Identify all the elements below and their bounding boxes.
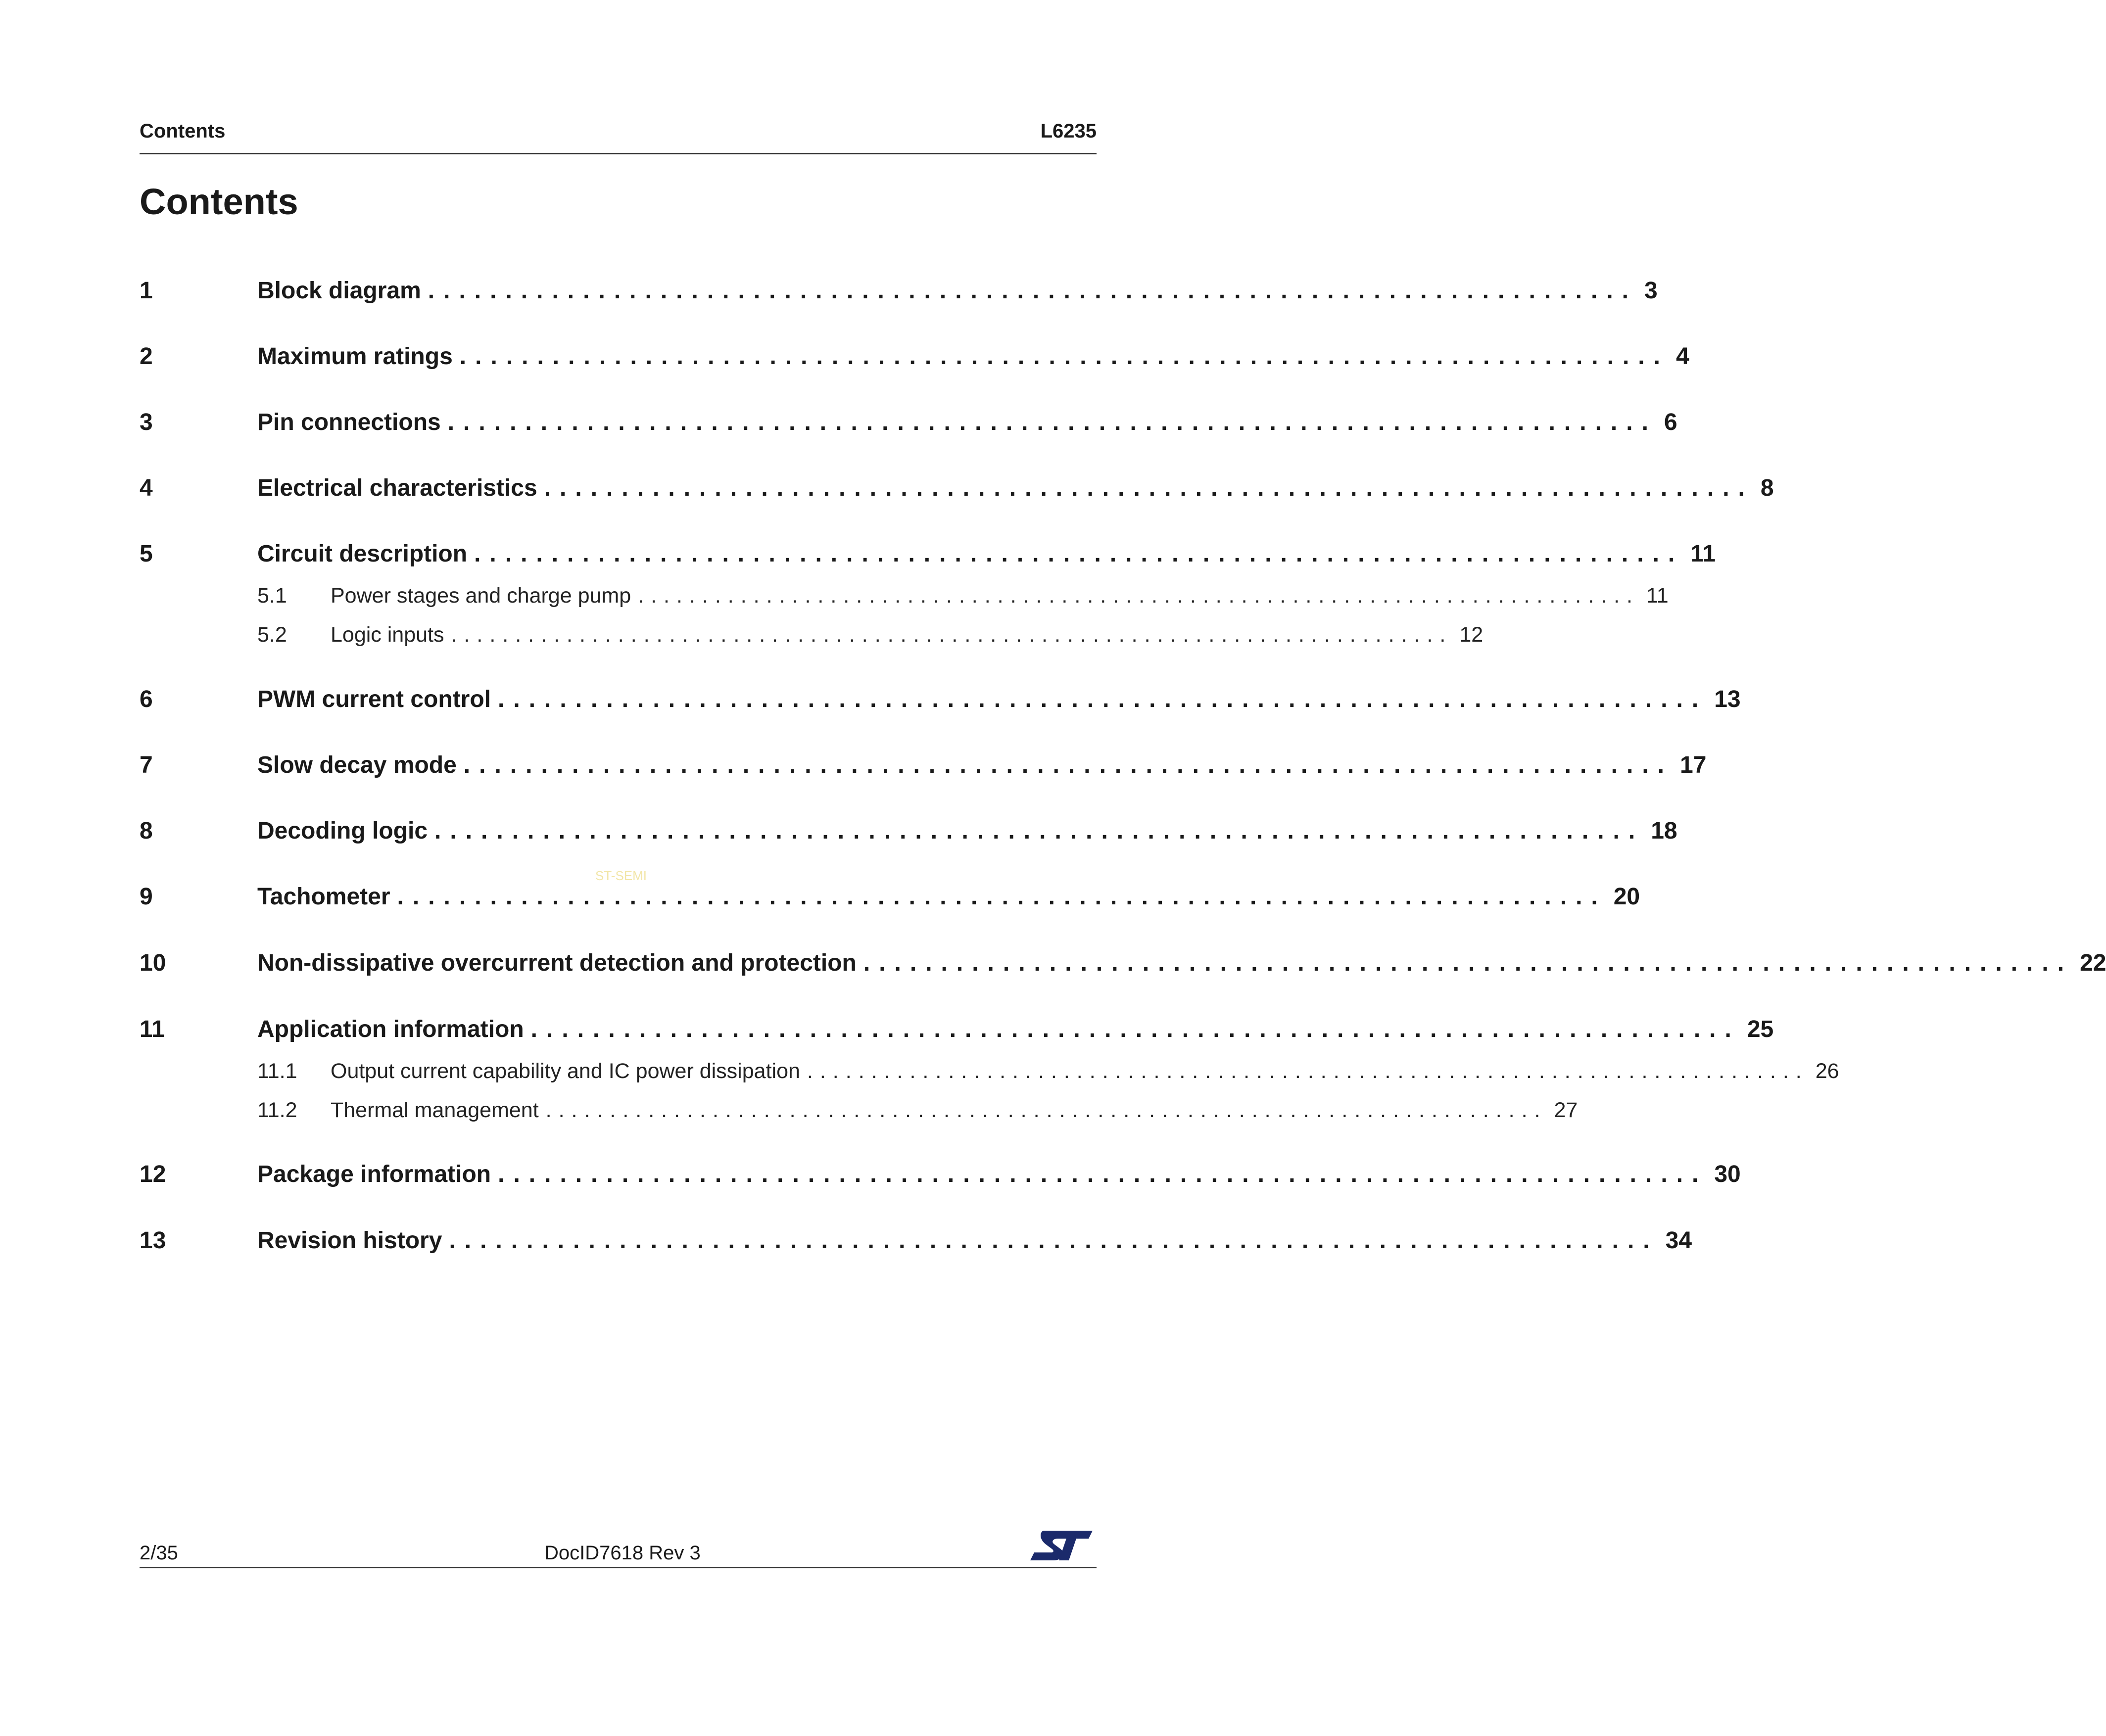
toc-number: 6 (140, 686, 153, 712)
toc-entry-1[interactable] (0, 276, 1658, 306)
toc-leader: .............................................................................. (428, 278, 1637, 304)
toc-number: 7 (140, 752, 153, 778)
toc-page: 13 (1714, 686, 1741, 712)
toc-page: 3 (1644, 278, 1658, 304)
toc-entry-11[interactable] (0, 1015, 1774, 1044)
toc-number: 12 (140, 1161, 166, 1187)
toc-number: 4 (140, 475, 153, 501)
toc-title: Non-dissipative overcurrent detection and protection (257, 950, 857, 976)
toc-leader: .............................................................................. (474, 541, 1684, 567)
toc-page: 8 (1760, 475, 1774, 501)
toc-leader: .............................................................................. (807, 1059, 1809, 1083)
footer-page-number: 2/35 (140, 1542, 178, 1564)
toc-number: 3 (140, 409, 153, 435)
toc-leader: .............................................................................. (451, 623, 1453, 647)
toc-title: Thermal management (331, 1098, 539, 1122)
toc-leader: .............................................................................. (463, 752, 1673, 778)
toc-leader: .............................................................................. (434, 818, 1644, 844)
header-doc-part: L6235 (1040, 120, 1097, 142)
toc-number: 10 (140, 950, 166, 976)
toc-title: Block diagram (257, 278, 421, 304)
toc-number: 5.1 (257, 584, 287, 608)
toc-leader: .............................................................................. (530, 1016, 1740, 1042)
header-section: Contents (140, 120, 226, 142)
toc-title: Logic inputs (331, 623, 444, 647)
toc-leader: .............................................................................. (863, 950, 2073, 976)
toc-entry-7[interactable] (0, 751, 1707, 780)
toc-page: 11 (1690, 541, 1716, 567)
toc-leader: .............................................................................. (638, 584, 1640, 608)
toc-page: 11 (1646, 584, 1669, 608)
toc-entry-5-1[interactable] (0, 582, 1669, 610)
toc-number: 2 (140, 343, 153, 370)
toc-page: 20 (1613, 884, 1640, 910)
toc-page: 6 (1664, 409, 1677, 435)
toc-number: 5.2 (257, 623, 287, 647)
toc-leader: .............................................................................. (447, 409, 1657, 435)
watermark: ST-SEMI (595, 868, 647, 883)
toc-leader: .............................................................................. (498, 1161, 1708, 1187)
toc-number: 9 (140, 884, 153, 910)
toc-page: 34 (1665, 1227, 1692, 1254)
toc-title: PWM current control (257, 686, 491, 712)
toc-number: 11.2 (257, 1098, 297, 1122)
toc-entry-12[interactable] (0, 1160, 1741, 1189)
toc-number: 11 (140, 1016, 165, 1042)
toc-entry-4[interactable] (0, 473, 1774, 503)
toc-number: 13 (140, 1227, 166, 1254)
toc-number: 5 (140, 541, 153, 567)
toc-title: Slow decay mode (257, 752, 457, 778)
toc-page: 4 (1675, 343, 1689, 370)
toc-page: 25 (1747, 1016, 1774, 1042)
toc-leader: .............................................................................. (498, 686, 1708, 712)
toc-leader: .............................................................................. (459, 343, 1669, 370)
st-logo-icon (1029, 1528, 1094, 1563)
toc-entry-9[interactable] (0, 882, 1640, 912)
toc-title: Revision history (257, 1227, 442, 1254)
toc-page: 27 (1554, 1098, 1578, 1122)
toc-entry-11-1[interactable] (0, 1057, 1839, 1085)
toc-page: 17 (1680, 752, 1707, 778)
toc-leader: .............................................................................. (397, 884, 1607, 910)
toc-entry-13[interactable] (0, 1226, 1692, 1256)
toc-title: Tachometer (257, 884, 390, 910)
toc-entry-3[interactable] (0, 408, 1677, 437)
st-logo-glyph (1030, 1531, 1093, 1560)
toc-entry-11-2[interactable] (0, 1096, 1578, 1124)
toc-leader: .............................................................................. (544, 475, 1754, 501)
toc-number: 1 (140, 278, 153, 304)
toc-title: Circuit description (257, 541, 468, 567)
toc-entry-10[interactable] (0, 948, 2106, 978)
toc-entry-2[interactable] (0, 342, 1689, 372)
toc-title: Application information (257, 1016, 524, 1042)
toc-title: Package information (257, 1161, 491, 1187)
toc-leader: .............................................................................. (545, 1098, 1547, 1122)
page-title: Contents (140, 181, 298, 222)
toc-page: 12 (1459, 623, 1484, 647)
toc-leader: .............................................................................. (449, 1227, 1659, 1254)
toc-entry-5-2[interactable] (0, 621, 1484, 649)
toc-title: Pin connections (257, 409, 441, 435)
toc-page: 30 (1714, 1161, 1741, 1187)
toc-page: 22 (2080, 950, 2106, 976)
toc-title: Electrical characteristics (257, 475, 537, 501)
header-divider (140, 153, 1097, 154)
toc-title: Power stages and charge pump (331, 584, 631, 608)
toc-number: 8 (140, 818, 153, 844)
toc-entry-6[interactable] (0, 685, 1741, 714)
toc-entry-8[interactable] (0, 816, 1677, 846)
toc-title: Decoding logic (257, 818, 428, 844)
toc-title: Maximum ratings (257, 343, 453, 370)
toc-entry-5[interactable] (0, 539, 1716, 569)
toc-number: 11.1 (257, 1059, 297, 1083)
toc-page: 26 (1815, 1059, 1839, 1083)
toc-page: 18 (1651, 818, 1677, 844)
footer-doc-id: DocID7618 Rev 3 (544, 1542, 701, 1564)
toc-title: Output current capability and IC power dissipation (331, 1059, 800, 1083)
footer-divider (140, 1567, 1097, 1568)
